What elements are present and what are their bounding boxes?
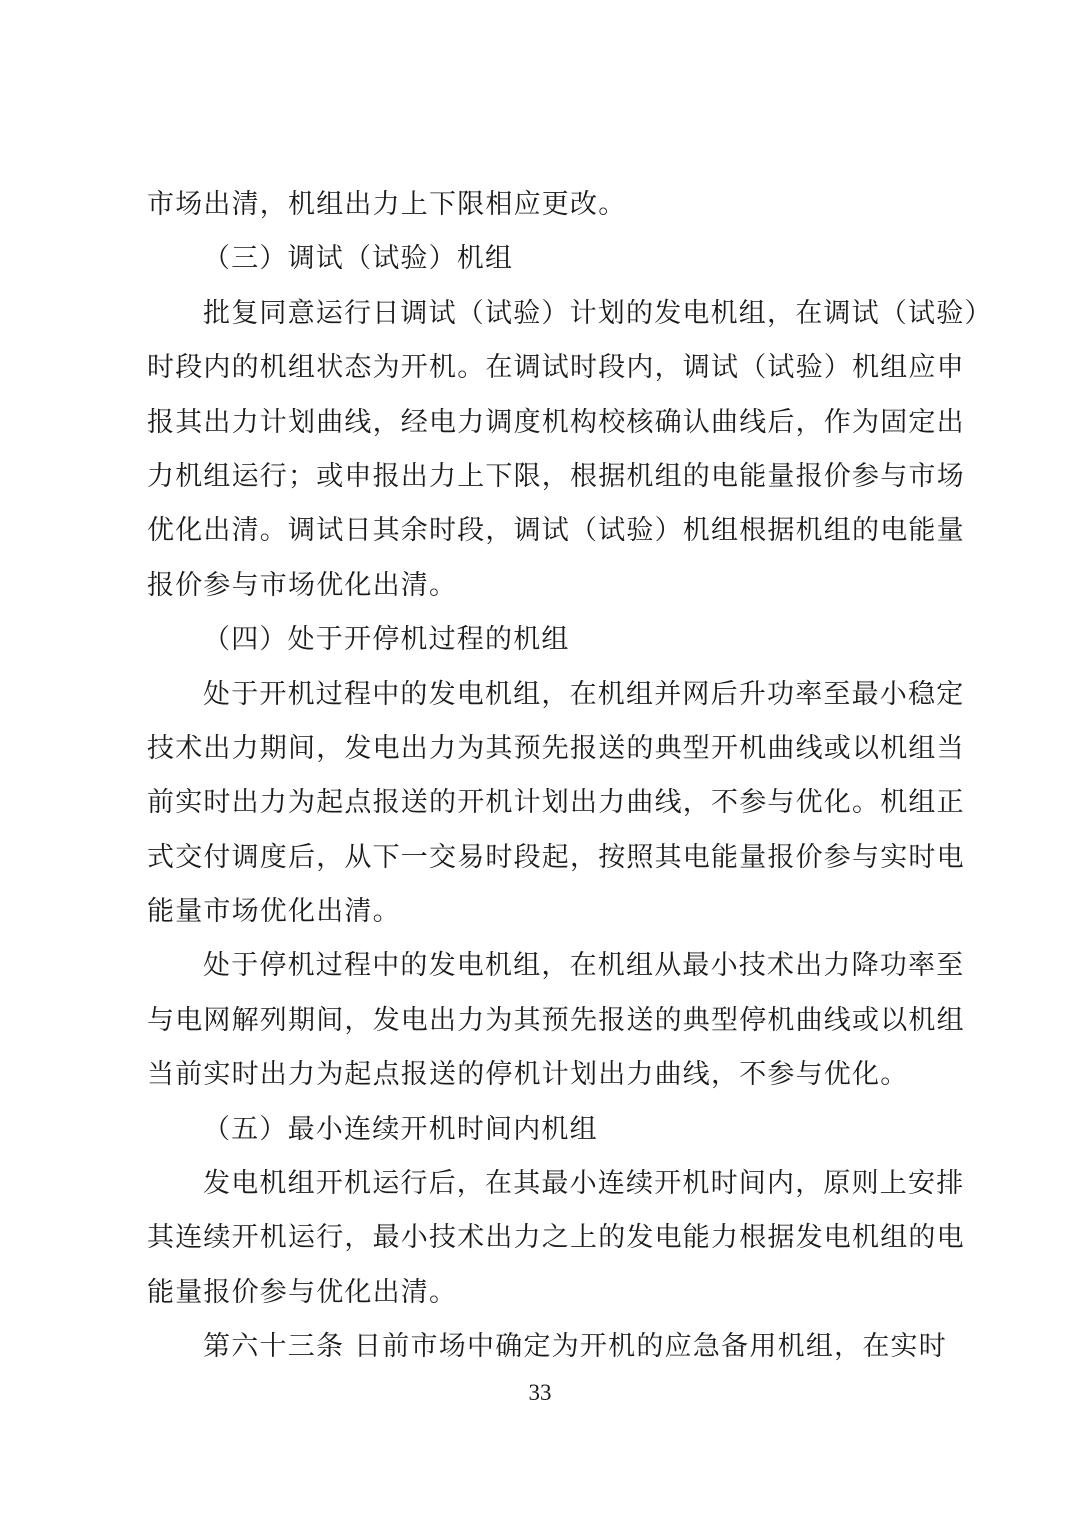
paragraph-line: 与电网解列期间，发电出力为其预先报送的典型停机曲线或以机组 (147, 1004, 965, 1036)
paragraph-line: 能量市场优化出清。 (147, 896, 401, 928)
paragraph-line: 处于停机过程中的发电机组，在机组从最小技术出力降功率至 (203, 950, 965, 982)
paragraph-line: 其连续开机运行，最小技术出力之上的发电能力根据发电机组的电 (147, 1222, 965, 1254)
page-number: 33 (528, 1380, 552, 1405)
paragraph-line: 市场出清，机组出力上下限相应更改。 (147, 189, 627, 220)
paragraph-line: 报价参与市场优化出清。 (147, 569, 458, 601)
paragraph-line: 时段内的机组状态为开机。在调试时段内，调试（试验）机组应申 (147, 352, 965, 384)
paragraph-line: 技术出力期间，发电出力为其预先报送的典型开机曲线或以机组当 (147, 732, 965, 764)
paragraph-line: 批复同意运行日调试（试验）计划的发电机组，在调试（试验） (203, 297, 993, 329)
section-heading-three: （三）调试（试验）机组 (203, 243, 514, 275)
paragraph-line: 处于开机过程中的发电机组，在机组并网后升功率至最小稳定 (203, 678, 965, 710)
paragraph-line: 力机组运行；或申报出力上下限，根据机组的电能量报价参与市场 (147, 460, 965, 492)
paragraph-line: 当前实时出力为起点报送的停机计划出力曲线，不参与优化。 (147, 1059, 909, 1091)
section-heading-four: （四）处于开停机过程的机组 (203, 624, 570, 656)
section-heading-five: （五）最小连续开机时间内机组 (203, 1113, 598, 1145)
paragraph-line: 式交付调度后，从下一交易时段起，按照其电能量报价参与实时电 (147, 841, 965, 873)
paragraph-line: 前实时出力为起点报送的开机计划出力曲线，不参与优化。机组正 (147, 787, 965, 819)
article-line: 第六十三条 日前市场中确定为开机的应急备用机组，在实时 (203, 1331, 947, 1363)
paragraph-line: 发电机组开机运行后，在其最小连续开机时间内，原则上安排 (203, 1168, 965, 1200)
paragraph-line: 优化出清。调试日其余时段，调试（试验）机组根据机组的电能量 (147, 515, 965, 547)
body-text (147, 178, 993, 1375)
paragraph-line: 报其出力计划曲线，经电力调度机构校核确认曲线后，作为固定出 (147, 406, 965, 438)
paragraph-line: 能量报价参与优化出清。 (147, 1276, 458, 1308)
